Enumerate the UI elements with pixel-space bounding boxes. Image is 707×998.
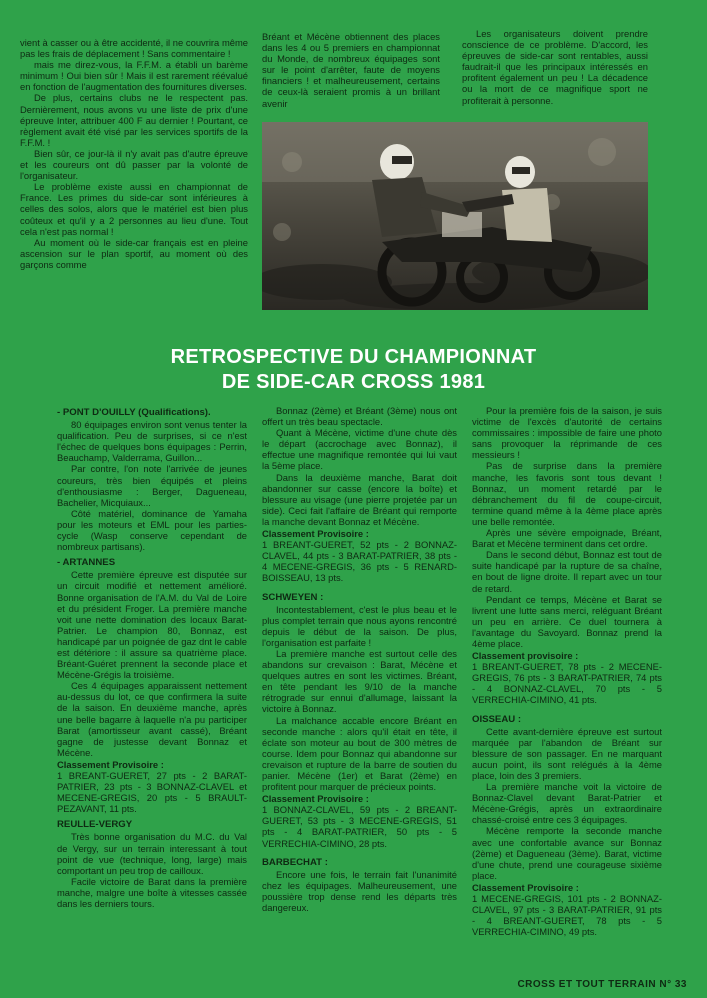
- paragraph: La malchance accable encore Bréant en seconde manche : alors qu'il était en tête, il éclate son moteur au bout de 300 mètres de course. Idem pour Bonnaz qui abandonne sur crevaison et rupture de la barre de soutien du panier. Mécène (1er) et Barat (2ème) en profitent pour marquer de précieux points.: [262, 714, 457, 793]
- standings-text: 1 MECENE-GREGIS, 101 pts - 2 BONNAZ-CLAVEL, 97 pts - 3 BARAT-PATRIER, 91 pts - 4 BREANT-GUERET, 78 pts - 5 VERRECHIA-CIMINO, 49 pts.: [472, 893, 662, 938]
- section-heading: SCHWEYEN :: [262, 591, 324, 603]
- paragraph: Très bonne organisation du M.C. du Val de Vergy, sur un terrain interessant à tout point de vue (technique, long, large) mais comportant un peu trop de cailloux.: [57, 831, 247, 876]
- sidecar-photo-illustration: [262, 122, 648, 310]
- paragraph: Encore une fois, le terrain fait l'unanimité chez les équipages. Malheureusement, une poussière trop dense rend les départs très dangereux.: [262, 868, 457, 914]
- paragraph: Incontestablement, c'est le plus beau et le plus complet terrain que nous ayons rencontré depuis le début de la saison. De plus, l'organisation est parfaite !: [262, 603, 457, 648]
- standings-heading: Classement Provisoire :: [262, 793, 369, 805]
- main-column-left: [57, 407, 247, 909]
- paragraph: Pendant ce temps, Mécène et Barat se livrent une lutte sans merci, reléguant Bréant un peu en arrière. Ce duel tournera à l'avantage du Savoyard. Bonnaz prend la 4ème place.: [472, 593, 662, 649]
- standings-heading: Classement Provisoire :: [262, 528, 369, 540]
- standings-text: 1 BONNAZ-CLAVEL, 59 pts - 2 BREANT-GUERET, 53 pts - 3 MECENE-GREGIS, 51 pts - 4 BARAT-PATRIER, 50 pts - 5 VERRECHIA-CIMINO, 28 pts.: [262, 804, 457, 849]
- paragraph: Bonnaz (2ème) et Bréant (3ème) nous ont offert un très beau spectacle.: [262, 405, 457, 428]
- paragraph: Par contre, l'on note l'arrivée de jeunes coureurs, très bien équipés et pleins d'enthousiasme : Berger, Dagueneau, Bachelier, Micquiaux...: [57, 463, 247, 508]
- paragraph: Cette avant-dernière épreuve est surtout marquée par l'abandon de Bréant sur blessure de son passager. En ne marquant aucun point, ils sont relégués à la 4ème place, loin des 3 premiers.: [472, 725, 662, 781]
- paragraph: Les organisateurs doivent prendre conscience de ce problème. D'accord, les épreuves de side-car sont rentables, aussi faudrait-il que les principaux intéressés en profitent également un peu ! La décadence ou la mort de ce magnifique sport ne profiterait à personne.: [462, 28, 648, 106]
- paragraph: Facile victoire de Barat dans la première manche, malgre une boîte à vitesses cassée dans les derniers tours.: [57, 875, 247, 910]
- paragraph: Dans la deuxième manche, Barat doit abandonner sur casse (encore la boîte) et blessure au visage (une pierre projetée par un side). Ceci fait l'affaire de Bréant qui remporte la manche devant Bonnaz et Mécène.: [262, 471, 457, 527]
- title-line-2: DE SIDE-CAR CROSS 1981: [221, 371, 486, 393]
- section-heading: - ARTANNES: [57, 557, 116, 569]
- standings-heading: Classement Provisoire :: [57, 758, 164, 770]
- paragraph: Pour la première fois de la saison, je suis victime de l'excès d'autorité de certains commissaires : impossible de faire une photo sans provoquer la réprimande de ces messieurs !: [472, 405, 662, 461]
- paragraph: Quant à Mécène, victime d'une chute dès le départ (accrochage avec Bonnaz), il effectue une magnifique remontée qui lui vaut la 5ème place.: [262, 427, 457, 472]
- standings-text: 1 BREANT-GUERET, 52 pts - 2 BONNAZ-CLAVEL, 44 pts - 3 BARAT-PATRIER, 38 pts - 4 MECENE-GREGIS, 36 pts - 5 RENARD-BOISSEAU, 13 pts.: [262, 539, 457, 584]
- sidecar-race-photo: [262, 122, 648, 310]
- magazine-footer: CROSS ET TOUT TERRAIN N° 33: [517, 979, 687, 990]
- top-column-1: [20, 37, 248, 270]
- paragraph: La première manche est surtout celle des abandons sur crevaison : Barat, Mécène et quelques autres en sont les victimes. Bréant, en tête pendant les 9/10 de la manche rétrograde sur ennui d'allumage, laissant la victoire à Bonnaz.: [262, 647, 457, 715]
- top-column-2: [262, 31, 440, 109]
- paragraph: Au moment où le side-car français est en pleine ascension sur le plan sportif, au moment où des garçons comme: [20, 236, 248, 270]
- paragraph: Mécène remporte la seconde manche avec une confortable avance sur Bonnaz (2ème) et Dagueneau (3ème). Barat, victime d'une chute, prend une courageuse sixième place.: [472, 825, 662, 881]
- paragraph: Cette première épreuve est disputée sur un circuit modifié et nettement amélioré. Bonne organisation de l'A.M. du Val de Loire et du président Froger. La première manche voit une nette domination des locaux Barat-Patrier. Le champion 80, Bonnaz, est handicapé par un poignée de gaz dnt le cable est détériore : il assure sa quatrième place. Bréant-Guéret prennent la seconde place et Mécène-Grégis la troisième.: [57, 569, 247, 681]
- paragraph: La première manche voit la victoire de Bonnaz-Clavel devant Barat-Patrier et Mécène-Grégis, après un extraordinaire chassé-croisé entre ces 3 équipages.: [472, 781, 662, 826]
- section-heading: OISSEAU :: [472, 713, 522, 725]
- section-heading: REULLE-VERGY: [57, 819, 133, 831]
- standings-text: 1 BREANT-GUERET, 27 pts - 2 BARAT-PATRIER, 23 pts - 3 BONNAZ-CLAVEL et MECENE-GREGIS, 20 pts - 5 BRAULT-PEZAVANT, 11 pts.: [57, 770, 247, 815]
- top-column-3: [462, 28, 648, 106]
- paragraph: Côté matériel, dominance de Yamaha pour les moteurs et EML pour les parties-cycle (Wasp conserve cependant de nombreux partisans).: [57, 507, 247, 553]
- standings-text: 1 BREANT-GUERET, 78 pts - 2 MECENE-GREGIS, 76 pts - 3 BARAT-PATRIER, 74 pts - 4 BONNAZ-CLAVEL, 70 pts - 5 VERRECHIA-CIMINO, 41 pts.: [472, 661, 662, 706]
- main-column-middle: [262, 405, 457, 913]
- paragraph: De plus, certains clubs ne le respectent pas. Dernièrement, nous avons vu une liste de prix d'une épreuve Inter, attribuer 400 F au dernier ! Pourtant, ce règlement avait été visé par les services sportifs de la F.F.M. !: [20, 92, 248, 148]
- article-title: [0, 345, 707, 395]
- title-line-1: RETROSPECTIVE DU CHAMPIONNAT: [170, 346, 537, 368]
- paragraph: 80 équipages environ sont venus tenter la qualification. Peu de surprises, si ce n'est l'échec de quelques bons équipages : Perrin, Beauchamp, Valderrama, Guillon...: [57, 419, 247, 464]
- paragraph: Après une sévère empoignade, Bréant, Barat et Mécène terminent dans cet ordre.: [472, 527, 662, 550]
- section-heading: - PONT D'OUILLY (Qualifications).: [57, 407, 211, 418]
- paragraph: Dans le second début, Bonnaz est tout de suite handicapé par la rupture de sa chaîne, en bout de ligne droite. Il repart avec un tour de retard.: [472, 549, 662, 594]
- paragraph: Bréant et Mécène obtiennent des places dans les 4 ou 5 premiers en championnat du Monde, de nombreux équipages sont sur le point d'arrêter, faute de moyens financiers ! et malheureusement, certains de ceux-là seraient promis à un brillant avenir: [262, 31, 440, 109]
- paragraph: mais me direz-vous, la F.F.M. a établi un barème minimum ! Oui bien sûr ! Mais il est rarement réévalué en fonction de l'augmentation des fournitures diverses.: [20, 59, 248, 93]
- paragraph: Bien sûr, ce jour-là il n'y avait pas d'autre épreuve et les coureurs ont dû passer par la volonté de l'organisateur.: [20, 147, 248, 182]
- main-column-right: [472, 405, 662, 937]
- paragraph: vient à casser ou à être accidenté, il ne couvrira même pas les frais de déplacement ! Sans commentaire !: [20, 37, 248, 60]
- paragraph: Ces 4 équipages apparaissent nettement au-dessus du lot, ce que confirmera la suite de la saison. En deuxième manche, après une belle bagarre à laquelle n'a pu participer Barat (amortisseur avant cassé), Bréant gagne de justesse devant Bonnaz et Mécène.: [57, 680, 247, 758]
- standings-heading: Classement provisoire :: [472, 650, 579, 662]
- standings-heading: Classement Provisoire :: [472, 881, 579, 893]
- paragraph: Pas de surprise dans la première manche, les favoris sont tous devant ! Bonnaz, un moment retardé par le débranchement du fil de coupe-circuit, termine quand même à la 4ème place après une belle remontée.: [472, 460, 662, 527]
- paragraph: Le problème existe aussi en championnat de France. Les primes du side-car sont inférieures à celles des solos, alors que le matériel est bien plus coûteux et qu'il y a 2 personnes au lieu d'une. Tout cela n'est pas normal !: [20, 181, 248, 237]
- section-heading: BARBECHAT :: [262, 856, 328, 868]
